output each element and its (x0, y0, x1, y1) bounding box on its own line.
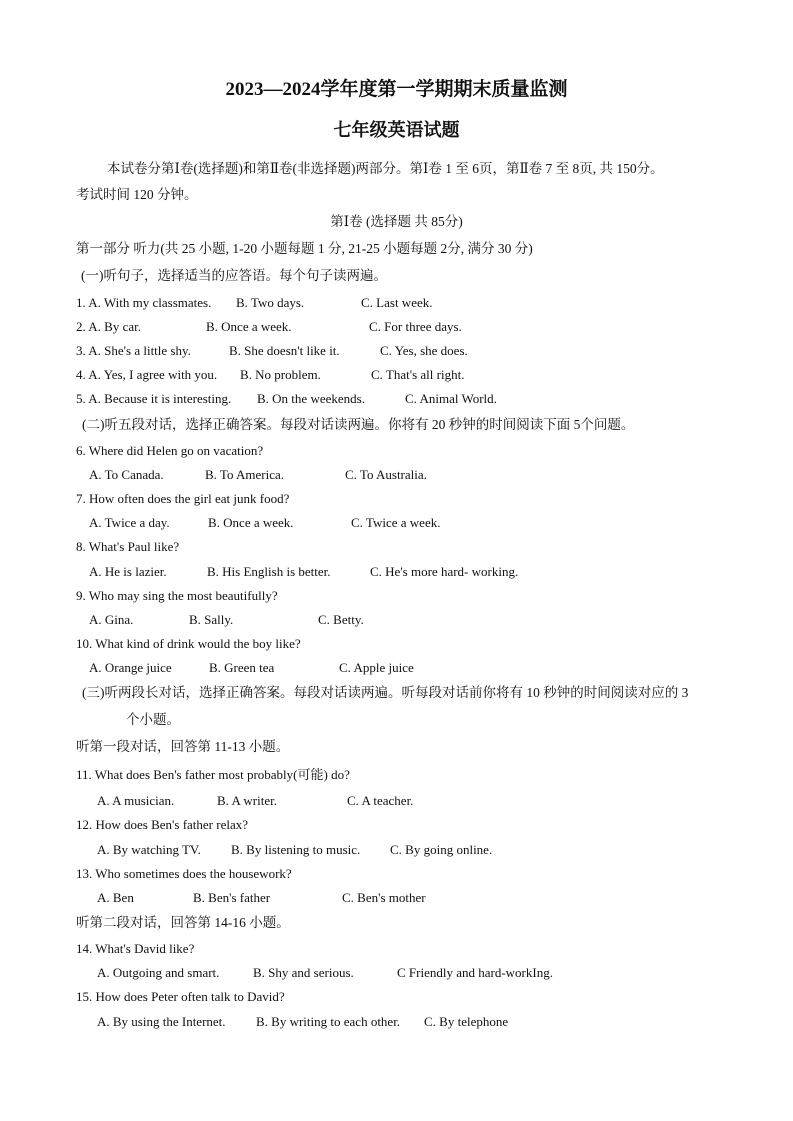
option-c: C. He's more hard- working. (370, 564, 519, 579)
option-c: C. That's all right. (371, 367, 465, 382)
question-text: 6. Where did Helen go on vacation? (76, 443, 264, 458)
part-one-heading: 第一部分 听力(共 25 小题, 1-20 小题每题 1 分, 21-25 小题每题 2分, 满分 30 分) (76, 241, 533, 256)
question-text: 14. What's David like? (76, 941, 195, 956)
question-text: 13. Who sometimes does the housework? (76, 866, 292, 881)
option-b: B. On the weekends. (257, 391, 365, 406)
option-c: C. Betty. (318, 612, 364, 627)
option-b: B. Sally. (189, 612, 234, 627)
option-c: C. Twice a week. (351, 515, 441, 530)
option-c: C. Last week. (361, 295, 433, 310)
group-3-instruction-line-1: (三)听两段长对话，选择正确答案。每段对话读两遍。听每段对话前你将有 10 秒钟的时间阅读对应的 3 (82, 685, 689, 700)
group-1-instruction: (一)听句子，选择适当的应答语。每个句子读两遍。 (81, 268, 387, 283)
option-a: 2. A. By car. (76, 319, 141, 334)
option-a: A. He is lazier. (89, 564, 167, 579)
question-text: 12. How does Ben's father relax? (76, 817, 249, 832)
intro-line-1: 本试卷分第Ⅰ卷(选择题)和第Ⅱ卷(非选择题)两部分。第Ⅰ卷 1 至 6页，第Ⅱ卷 7 至 8页, 共 150分。 (107, 161, 664, 176)
option-b: B. Shy and serious. (253, 965, 354, 980)
option-b: B. His English is better. (207, 564, 331, 579)
group-2-instruction: (二)听五段对话，选择正确答案。每段对话读两遍。你将有 20 秒钟的时间阅读下面 5个问题。 (82, 417, 635, 432)
option-b: B. Once a week. (208, 515, 294, 530)
option-a: A. Gina. (89, 612, 134, 627)
question-text: 9. Who may sing the most beautifully? (76, 588, 278, 603)
exam-subtitle: 七年级英语试题 (333, 120, 460, 140)
option-a: A. To Canada. (89, 467, 164, 482)
option-a: A. By watching TV. (97, 842, 201, 857)
option-a: A. Twice a day. (89, 515, 170, 530)
option-a: A. A musician. (97, 793, 175, 808)
option-c: C. By telephone (424, 1014, 509, 1029)
option-a: 1. A. With my classmates. (76, 295, 212, 310)
option-c: C. Animal World. (405, 391, 497, 406)
option-b: B. No problem. (240, 367, 321, 382)
option-a: A. Outgoing and smart. (97, 965, 220, 980)
option-b: B. A writer. (217, 793, 277, 808)
intro-line-2: 考试时间 120 分钟。 (76, 187, 198, 202)
question-text: 10. What kind of drink would the boy like? (76, 636, 301, 651)
question-text: 11. What does Ben's father most probably(可能) do? (76, 767, 350, 782)
option-a: 4. A. Yes, I agree with you. (76, 367, 218, 382)
option-a: A. Orange juice (89, 660, 172, 675)
option-c: C Friendly and hard-workIng. (397, 965, 553, 980)
option-c: C. Apple juice (339, 660, 414, 675)
option-b: B. By listening to music. (231, 842, 361, 857)
option-a: A. Ben (97, 890, 134, 905)
question-text: 7. How often does the girl eat junk food? (76, 491, 290, 506)
option-c: C. Ben's mother (342, 890, 426, 905)
option-c: C. Yes, she does. (380, 343, 468, 358)
exam-title: 2023—2024学年度第一学期期末质量监测 (225, 79, 568, 100)
option-a: A. By using the Internet. (97, 1014, 226, 1029)
question-text: 8. What's Paul like? (76, 539, 180, 554)
dialog-1-heading: 听第一段对话，回答第 11-13 小题。 (76, 739, 290, 754)
option-c: C. To Australia. (345, 467, 427, 482)
section-heading: 第Ⅰ卷 (选择题 共 85分) (330, 214, 463, 229)
option-b: B. To America. (205, 467, 285, 482)
group-3-instruction-line-2: 个小题。 (126, 712, 180, 727)
option-b: B. Green tea (209, 660, 275, 675)
option-b: B. Once a week. (206, 319, 292, 334)
option-c: C. For three days. (369, 319, 462, 334)
option-b: B. Ben's father (193, 890, 271, 905)
option-c: C. By going online. (390, 842, 493, 857)
question-text: 15. How does Peter often talk to David? (76, 989, 285, 1004)
option-a: 5. A. Because it is interesting. (76, 391, 232, 406)
option-b: B. By writing to each other. (256, 1014, 401, 1029)
option-c: C. A teacher. (347, 793, 414, 808)
dialog-2-heading: 听第二段对话，回答第 14-16 小题。 (76, 915, 290, 930)
option-b: B. Two days. (236, 295, 305, 310)
option-a: 3. A. She's a little shy. (76, 343, 191, 358)
option-b: B. She doesn't like it. (229, 343, 340, 358)
